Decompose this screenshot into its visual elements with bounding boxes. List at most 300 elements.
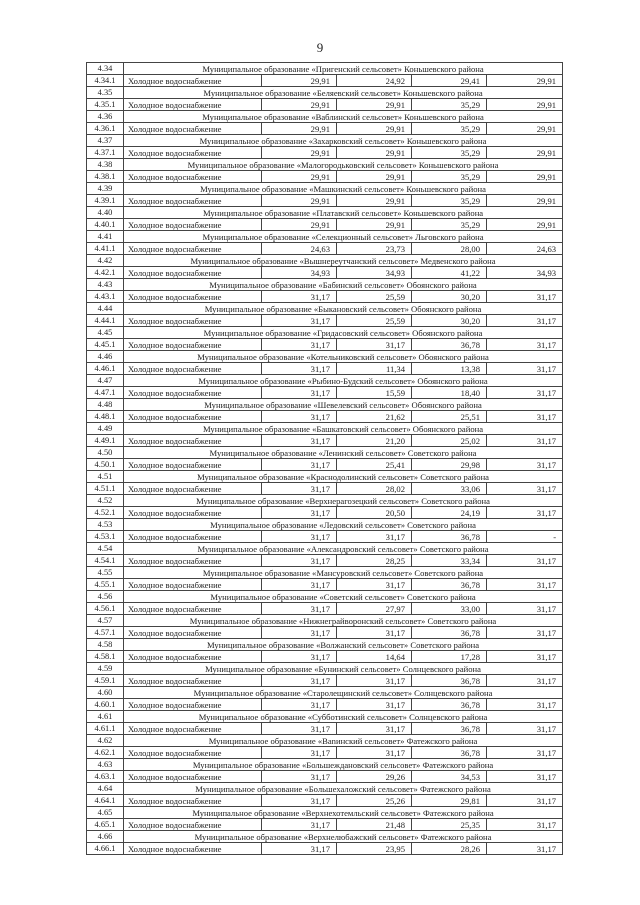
tariff-value: 21,48 — [337, 819, 412, 831]
tariff-value: 31,17 — [262, 747, 337, 759]
section-code: 4.37 — [87, 135, 124, 147]
section-title: Муниципальное образование «Быкановский сельсовет» Обоянского района — [124, 303, 563, 315]
tariff-value: 31,17 — [487, 771, 563, 783]
tariff-value: 31,17 — [262, 795, 337, 807]
row-code: 4.43.1 — [87, 291, 124, 303]
section-title: Муниципальное образование «Гридасовский сельсовет» Обоянского района — [124, 327, 563, 339]
service-label: Холодное водоснабжение — [124, 171, 262, 183]
service-label: Холодное водоснабжение — [124, 843, 262, 855]
tariff-row — [87, 579, 563, 591]
service-label: Холодное водоснабжение — [124, 339, 262, 351]
tariff-value: 31,17 — [262, 603, 337, 615]
service-label: Холодное водоснабжение — [124, 147, 262, 159]
section-title: Муниципальное образование «Нижнеграйворонский сельсовет» Советского района — [124, 615, 563, 627]
tariff-row — [87, 747, 563, 759]
section-code: 4.40 — [87, 207, 124, 219]
section-title: Муниципальное образование «Субботинский сельсовет» Солнцевского района — [124, 711, 563, 723]
row-code: 4.64.1 — [87, 795, 124, 807]
tariff-row — [87, 843, 563, 855]
tariff-value: 29,41 — [412, 75, 487, 87]
tariff-value: 29,91 — [487, 123, 563, 135]
tariff-value: 31,17 — [337, 579, 412, 591]
section-code: 4.39 — [87, 183, 124, 195]
tariff-row — [87, 531, 563, 543]
section-header-row — [87, 783, 563, 795]
tariff-value: 36,78 — [412, 675, 487, 687]
tariff-value: 31,17 — [262, 555, 337, 567]
tariff-value: 28,26 — [412, 843, 487, 855]
tariff-value: 30,20 — [412, 315, 487, 327]
tariff-value: 31,17 — [262, 723, 337, 735]
tariff-value: 31,17 — [487, 435, 563, 447]
tariff-row — [87, 147, 563, 159]
tariff-value: 31,17 — [262, 339, 337, 351]
page-number: 9 — [316, 40, 324, 55]
section-header-row — [87, 759, 563, 771]
tariff-value: 34,93 — [262, 267, 337, 279]
tariff-value: 29,91 — [337, 171, 412, 183]
tariff-value: 18,40 — [412, 387, 487, 399]
tariff-value: 31,17 — [337, 699, 412, 711]
tariff-row — [87, 555, 563, 567]
section-header-row — [87, 375, 563, 387]
tariff-value: 33,00 — [412, 603, 487, 615]
row-code: 4.47.1 — [87, 387, 124, 399]
service-label: Холодное водоснабжение — [124, 411, 262, 423]
tariff-value: 31,17 — [487, 555, 563, 567]
service-label: Холодное водоснабжение — [124, 675, 262, 687]
tariff-value: 31,17 — [337, 627, 412, 639]
tariff-row — [87, 219, 563, 231]
tariff-value: 29,26 — [337, 771, 412, 783]
tariff-value: 31,17 — [487, 363, 563, 375]
section-title: Муниципальное образование «Машкинский сельсовет» Коньшевского района — [124, 183, 563, 195]
tariff-value: 31,17 — [487, 507, 563, 519]
service-label: Холодное водоснабжение — [124, 123, 262, 135]
section-header-row — [87, 207, 563, 219]
tariff-row — [87, 603, 563, 615]
tariff-value: 36,78 — [412, 579, 487, 591]
tariff-value: 33,34 — [412, 555, 487, 567]
section-header-row — [87, 519, 563, 531]
service-label: Холодное водоснабжение — [124, 747, 262, 759]
row-code: 4.34.1 — [87, 75, 124, 87]
tariff-value: 34,93 — [487, 267, 563, 279]
section-title: Муниципальное образование «Платавский сельсовет» Коньшевского района — [124, 207, 563, 219]
section-code: 4.48 — [87, 399, 124, 411]
section-header-row — [87, 399, 563, 411]
tariff-row — [87, 507, 563, 519]
section-title: Муниципальное образование «Бунинский сельсовет» Солнцевского района — [124, 663, 563, 675]
row-code: 4.37.1 — [87, 147, 124, 159]
tariff-value: 14,64 — [337, 651, 412, 663]
tariff-value: 29,91 — [262, 171, 337, 183]
section-title: Муниципальное образование «Шевелевский сельсовет» Обоянского района — [124, 399, 563, 411]
tariff-value: 29,91 — [262, 195, 337, 207]
row-code: 4.57.1 — [87, 627, 124, 639]
section-title: Муниципальное образование «Александровский сельсовет» Советского района — [124, 543, 563, 555]
tariff-value: 25,41 — [337, 459, 412, 471]
tariff-value: 25,35 — [412, 819, 487, 831]
tariff-value: 31,17 — [262, 675, 337, 687]
tariff-value: 30,20 — [412, 291, 487, 303]
service-label: Холодное водоснабжение — [124, 99, 262, 111]
tariff-value: 21,62 — [337, 411, 412, 423]
row-code: 4.41.1 — [87, 243, 124, 255]
tariff-value: 29,91 — [262, 147, 337, 159]
section-title: Муниципальное образование «Мансуровский сельсовет» Советского района — [124, 567, 563, 579]
row-code: 4.52.1 — [87, 507, 124, 519]
service-label: Холодное водоснабжение — [124, 291, 262, 303]
tariff-value: 31,17 — [487, 387, 563, 399]
tariff-value: 31,17 — [337, 723, 412, 735]
section-code: 4.60 — [87, 687, 124, 699]
section-code: 4.49 — [87, 423, 124, 435]
service-label: Холодное водоснабжение — [124, 699, 262, 711]
section-header-row — [87, 87, 563, 99]
service-label: Холодное водоснабжение — [124, 651, 262, 663]
section-code: 4.56 — [87, 591, 124, 603]
section-code: 4.44 — [87, 303, 124, 315]
row-code: 4.63.1 — [87, 771, 124, 783]
tariff-value: 31,17 — [262, 363, 337, 375]
service-label: Холодное водоснабжение — [124, 219, 262, 231]
row-code: 4.55.1 — [87, 579, 124, 591]
section-header-row — [87, 831, 563, 843]
tariff-value: 25,59 — [337, 315, 412, 327]
tariff-value: 29,91 — [487, 99, 563, 111]
tariff-value: 31,17 — [262, 819, 337, 831]
section-title: Муниципальное образование «Захарковский сельсовет» Коньшевского района — [124, 135, 563, 147]
section-code: 4.63 — [87, 759, 124, 771]
service-label: Холодное водоснабжение — [124, 459, 262, 471]
section-header-row — [87, 255, 563, 267]
row-code: 4.49.1 — [87, 435, 124, 447]
tariff-table — [86, 62, 563, 855]
section-code: 4.51 — [87, 471, 124, 483]
tariff-value: 31,17 — [487, 411, 563, 423]
row-code: 4.66.1 — [87, 843, 124, 855]
tariff-value: 24,92 — [337, 75, 412, 87]
section-code: 4.53 — [87, 519, 124, 531]
section-code: 4.46 — [87, 351, 124, 363]
tariff-row — [87, 123, 563, 135]
tariff-value: 25,26 — [337, 795, 412, 807]
section-code: 4.64 — [87, 783, 124, 795]
section-header-row — [87, 543, 563, 555]
section-code: 4.59 — [87, 663, 124, 675]
service-label: Холодное водоснабжение — [124, 315, 262, 327]
service-label: Холодное водоснабжение — [124, 507, 262, 519]
tariff-value: 28,00 — [412, 243, 487, 255]
service-label: Холодное водоснабжение — [124, 267, 262, 279]
section-title: Муниципальное образование «Пригенский сельсовет» Коньшевского района — [124, 63, 563, 75]
tariff-value: 25,51 — [412, 411, 487, 423]
row-code: 4.60.1 — [87, 699, 124, 711]
service-label: Холодное водоснабжение — [124, 579, 262, 591]
tariff-value: 31,17 — [262, 507, 337, 519]
tariff-row — [87, 195, 563, 207]
tariff-value: 29,91 — [337, 123, 412, 135]
section-header-row — [87, 711, 563, 723]
section-title: Муниципальное образование «Banинский сельсовет» Фатежского района — [124, 735, 563, 747]
tariff-row — [87, 627, 563, 639]
tariff-row — [87, 483, 563, 495]
tariff-row — [87, 99, 563, 111]
service-label: Холодное водоснабжение — [124, 819, 262, 831]
section-header-row — [87, 159, 563, 171]
tariff-value: 29,91 — [487, 171, 563, 183]
tariff-value: 23,73 — [337, 243, 412, 255]
row-code: 4.51.1 — [87, 483, 124, 495]
tariff-value: 31,17 — [487, 339, 563, 351]
tariff-row — [87, 675, 563, 687]
tariff-value: 29,91 — [262, 75, 337, 87]
section-header-row — [87, 111, 563, 123]
tariff-value: 31,17 — [337, 339, 412, 351]
section-title: Муниципальное образование «Верхнерагозецкий сельсовет» Советского района — [124, 495, 563, 507]
service-label: Холодное водоснабжение — [124, 75, 262, 87]
section-header-row — [87, 735, 563, 747]
tariff-value: 31,17 — [262, 411, 337, 423]
row-code: 4.40.1 — [87, 219, 124, 231]
tariff-value: 31,17 — [487, 459, 563, 471]
section-code: 4.65 — [87, 807, 124, 819]
tariff-value: 31,17 — [487, 795, 563, 807]
section-code: 4.50 — [87, 447, 124, 459]
tariff-value: 36,78 — [412, 339, 487, 351]
tariff-value: 34,53 — [412, 771, 487, 783]
section-code: 4.52 — [87, 495, 124, 507]
tariff-value: 36,78 — [412, 699, 487, 711]
section-code: 4.34 — [87, 63, 124, 75]
tariff-value: 27,97 — [337, 603, 412, 615]
tariff-value: 35,29 — [412, 219, 487, 231]
tariff-row — [87, 795, 563, 807]
section-code: 4.54 — [87, 543, 124, 555]
tariff-row — [87, 291, 563, 303]
service-label: Холодное водоснабжение — [124, 435, 262, 447]
row-code: 4.65.1 — [87, 819, 124, 831]
tariff-row — [87, 651, 563, 663]
section-header-row — [87, 807, 563, 819]
section-header-row — [87, 351, 563, 363]
service-label: Холодное водоснабжение — [124, 723, 262, 735]
section-title: Муниципальное образование «Волжанский сельсовет» Советского района — [124, 639, 563, 651]
tariff-value: 31,17 — [262, 579, 337, 591]
tariff-value: 31,17 — [262, 291, 337, 303]
row-code: 4.54.1 — [87, 555, 124, 567]
section-title: Муниципальное образование «Рыбино-Будский сельсовет» Обоянского района — [124, 375, 563, 387]
row-code: 4.61.1 — [87, 723, 124, 735]
row-code: 4.46.1 — [87, 363, 124, 375]
section-code: 4.42 — [87, 255, 124, 267]
service-label: Холодное водоснабжение — [124, 387, 262, 399]
section-title: Муниципальное образование «Краснодолинский сельсовет» Советского района — [124, 471, 563, 483]
service-label: Холодное водоснабжение — [124, 627, 262, 639]
row-code: 4.45.1 — [87, 339, 124, 351]
section-header-row — [87, 639, 563, 651]
tariff-value: 24,63 — [487, 243, 563, 255]
tariff-value: 29,91 — [337, 99, 412, 111]
tariff-value: 21,20 — [337, 435, 412, 447]
tariff-value: 29,81 — [412, 795, 487, 807]
section-title: Муниципальное образование «Верхнехотемльский сельсовет» Фатежского района — [124, 807, 563, 819]
tariff-row — [87, 339, 563, 351]
service-label: Холодное водоснабжение — [124, 531, 262, 543]
tariff-value: 31,17 — [337, 675, 412, 687]
service-label: Холодное водоснабжение — [124, 555, 262, 567]
section-code: 4.36 — [87, 111, 124, 123]
section-header-row — [87, 63, 563, 75]
tariff-row — [87, 171, 563, 183]
section-header-row — [87, 567, 563, 579]
section-code: 4.45 — [87, 327, 124, 339]
section-code: 4.38 — [87, 159, 124, 171]
tariff-row — [87, 267, 563, 279]
section-title: Муниципальное образование «Ваблинский сельсовет» Коньшевского района — [124, 111, 563, 123]
tariff-value: 20,50 — [337, 507, 412, 519]
row-code: 4.38.1 — [87, 171, 124, 183]
tariff-value: 31,17 — [487, 483, 563, 495]
section-title: Муниципальное образование «Большехаложский сельсовет» Фатежского района — [124, 783, 563, 795]
tariff-value: 29,98 — [412, 459, 487, 471]
tariff-value: 31,17 — [487, 723, 563, 735]
tariff-value: 31,17 — [337, 531, 412, 543]
tariff-row — [87, 363, 563, 375]
section-title: Муниципальное образование «Селекционный сельсовет» Льговского района — [124, 231, 563, 243]
section-header-row — [87, 471, 563, 483]
service-label: Холодное водоснабжение — [124, 771, 262, 783]
section-code: 4.55 — [87, 567, 124, 579]
section-title: Муниципальное образование «Ленинский сельсовет» Советского района — [124, 447, 563, 459]
section-header-row — [87, 495, 563, 507]
tariff-value: 31,17 — [487, 603, 563, 615]
section-header-row — [87, 447, 563, 459]
tariff-value: 25,02 — [412, 435, 487, 447]
tariff-value: 31,17 — [262, 699, 337, 711]
section-title: Муниципальное образование «Башкатовский сельсовет» Обоянского района — [124, 423, 563, 435]
tariff-table-body — [87, 63, 563, 855]
section-header-row — [87, 279, 563, 291]
section-header-row — [87, 327, 563, 339]
section-header-row — [87, 615, 563, 627]
tariff-value: 29,91 — [262, 123, 337, 135]
tariff-value: 41,22 — [412, 267, 487, 279]
service-label: Холодное водоснабжение — [124, 483, 262, 495]
tariff-value: 35,29 — [412, 147, 487, 159]
tariff-row — [87, 243, 563, 255]
section-header-row — [87, 591, 563, 603]
row-code: 4.39.1 — [87, 195, 124, 207]
section-header-row — [87, 687, 563, 699]
tariff-value: 29,91 — [337, 147, 412, 159]
tariff-value: 36,78 — [412, 747, 487, 759]
tariff-value: 31,17 — [262, 627, 337, 639]
tariff-value: 31,17 — [487, 819, 563, 831]
row-code: 4.62.1 — [87, 747, 124, 759]
section-header-row — [87, 231, 563, 243]
section-code: 4.43 — [87, 279, 124, 291]
service-label: Холодное водоснабжение — [124, 795, 262, 807]
tariff-row — [87, 723, 563, 735]
row-code: 4.35.1 — [87, 99, 124, 111]
tariff-value: 29,91 — [487, 75, 563, 87]
tariff-value: 31,17 — [262, 531, 337, 543]
section-title: Муниципальное образование «Малогородьковский сельсовет» Коньшевского района — [124, 159, 563, 171]
tariff-value: 29,91 — [487, 147, 563, 159]
section-title: Муниципальное образование «Верхнелюбажский сельсовет» Фатежского района — [124, 831, 563, 843]
tariff-value: 31,17 — [487, 651, 563, 663]
row-code: 4.44.1 — [87, 315, 124, 327]
section-title: Муниципальное образование «Старолещинский сельсовет» Солнцевского района — [124, 687, 563, 699]
tariff-value: 31,17 — [262, 387, 337, 399]
section-title: Муниципальное образование «Бабинский сельсовет» Обоянского района — [124, 279, 563, 291]
tariff-row — [87, 699, 563, 711]
tariff-row — [87, 411, 563, 423]
tariff-row — [87, 75, 563, 87]
tariff-value: - — [487, 531, 563, 543]
row-code: 4.50.1 — [87, 459, 124, 471]
tariff-value: 28,02 — [337, 483, 412, 495]
tariff-value: 31,17 — [487, 675, 563, 687]
section-header-row — [87, 135, 563, 147]
tariff-value: 15,59 — [337, 387, 412, 399]
tariff-value: 31,17 — [262, 771, 337, 783]
service-label: Холодное водоснабжение — [124, 243, 262, 255]
tariff-value: 31,17 — [262, 459, 337, 471]
tariff-value: 35,29 — [412, 195, 487, 207]
tariff-value: 29,91 — [262, 99, 337, 111]
tariff-value: 31,17 — [262, 843, 337, 855]
tariff-value: 31,17 — [262, 315, 337, 327]
row-code: 4.36.1 — [87, 123, 124, 135]
row-code: 4.48.1 — [87, 411, 124, 423]
tariff-value: 24,19 — [412, 507, 487, 519]
tariff-value: 25,59 — [337, 291, 412, 303]
tariff-value: 31,17 — [487, 579, 563, 591]
row-code: 4.53.1 — [87, 531, 124, 543]
tariff-value: 31,17 — [262, 483, 337, 495]
tariff-value: 24,63 — [262, 243, 337, 255]
section-title: Муниципальное образование «Советский сельсовет» Советского района — [124, 591, 563, 603]
tariff-value: 31,17 — [487, 699, 563, 711]
section-code: 4.58 — [87, 639, 124, 651]
section-title: Муниципальное образование «Ледовский сельсовет» Советского района — [124, 519, 563, 531]
section-code: 4.61 — [87, 711, 124, 723]
section-code: 4.66 — [87, 831, 124, 843]
tariff-value: 31,17 — [487, 627, 563, 639]
tariff-value: 29,91 — [487, 195, 563, 207]
section-title: Муниципальное образование «Беляевский сельсовет» Коньшевского района — [124, 87, 563, 99]
section-title: Муниципальное образование «Большеждановский сельсовет» Фатежского района — [124, 759, 563, 771]
section-header-row — [87, 663, 563, 675]
tariff-value: 31,17 — [487, 843, 563, 855]
tariff-value: 31,17 — [487, 747, 563, 759]
tariff-value: 29,91 — [337, 219, 412, 231]
tariff-value: 33,06 — [412, 483, 487, 495]
service-label: Холодное водоснабжение — [124, 195, 262, 207]
tariff-value: 36,78 — [412, 531, 487, 543]
tariff-value: 31,17 — [487, 315, 563, 327]
row-code: 4.59.1 — [87, 675, 124, 687]
tariff-value: 17,28 — [412, 651, 487, 663]
tariff-row — [87, 771, 563, 783]
tariff-value: 31,17 — [262, 435, 337, 447]
tariff-value: 35,29 — [412, 123, 487, 135]
tariff-value: 36,78 — [412, 627, 487, 639]
section-code: 4.62 — [87, 735, 124, 747]
